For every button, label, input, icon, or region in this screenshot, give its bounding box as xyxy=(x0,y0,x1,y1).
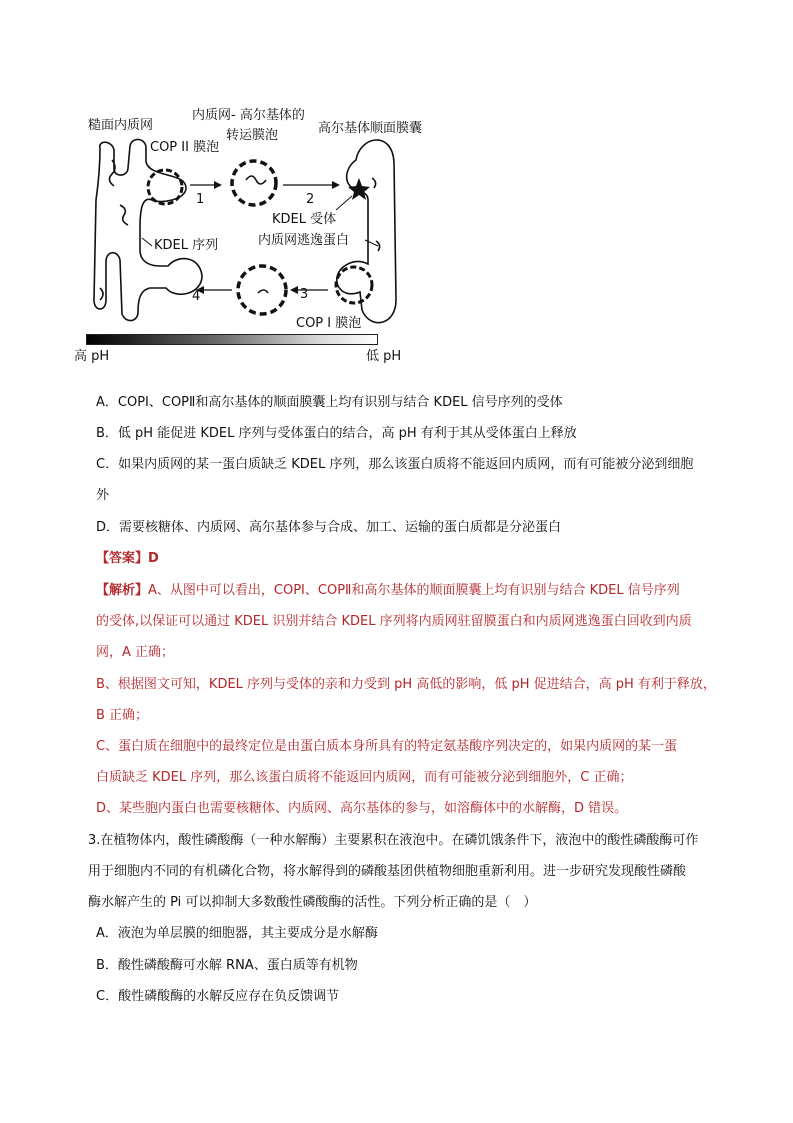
ph-gradient-bar xyxy=(86,334,378,345)
analysis-b-line2: B 正确； xyxy=(96,708,149,723)
diagram-graphic xyxy=(0,0,793,380)
label-copi: COP I 膜泡 xyxy=(296,316,362,331)
label-step3: 3 xyxy=(300,287,309,302)
transport-vesicle xyxy=(232,161,276,205)
analysis-a-line3: 网，A 正确； xyxy=(96,645,175,660)
q3-stem-line2: 用于细胞内不同的有机磷化合物，将水解得到的磷酸基团供植物细胞重新利用。进一步研究发现酸性磷酸 xyxy=(88,864,687,879)
q3-option-c: C．酸性磷酸酶的水解反应存在负反馈调节 xyxy=(96,989,340,1004)
analysis-tag: 【解析】 xyxy=(96,583,149,598)
analysis-b-line1: B、根据图文可知，KDEL 序列与受体的亲和力受到 pH 高低的影响，低 pH 促进结合，高 pH 有利于释放， xyxy=(96,677,716,692)
q2-option-c-line1: C．如果内质网的某一蛋白质缺乏 KDEL 序列，那么该蛋白质将不能返回内质网，而有可能被分泌到细胞 xyxy=(96,457,694,472)
q3-option-b: B．酸性磷酸酶可水解 RNA、蛋白质等有机物 xyxy=(96,958,358,973)
label-transport-vesicle-line2: 转运膜泡 xyxy=(226,128,279,143)
label-transport-vesicle-line1: 内质网- 高尔基体的 xyxy=(192,108,305,123)
label-step2: 2 xyxy=(306,192,315,207)
q2-option-b: B．低 pH 能促进 KDEL 序列与受体蛋白的结合，高 pH 有利于其从受体蛋白上释放 xyxy=(96,426,577,441)
analysis-c-line1: C、蛋白质在细胞中的最终定位是由蛋白质本身所具有的特定氨基酸序列决定的，如果内质网的某一蛋 xyxy=(96,739,678,754)
analysis-a-line1 xyxy=(96,581,680,601)
label-kdel-sequence: KDEL 序列 xyxy=(154,238,219,253)
rough-er-shape xyxy=(94,139,205,320)
golgi-shape xyxy=(337,140,396,323)
label-step1: 1 xyxy=(196,192,205,207)
label-copii: COP II 膜泡 xyxy=(150,140,220,155)
analysis-d: D、某些胞内蛋白也需要核糖体、内质网、高尔基体的参与，如溶酶体中的水解酶，D 错误。 xyxy=(96,801,628,816)
label-kdel-receptor: KDEL 受体 xyxy=(272,212,337,227)
q2-option-c-line2: 外 xyxy=(96,488,110,503)
label-rough-er: 糙面内质网 xyxy=(88,118,154,133)
label-escape-protein: 内质网逃逸蛋白 xyxy=(258,233,350,248)
answer-line: 【答案】D xyxy=(96,551,159,566)
label-step4: 4 xyxy=(192,289,201,304)
q2-option-d: D．需要核糖体、内质网、高尔基体参与合成、加工、运输的蛋白质都是分泌蛋白 xyxy=(96,520,562,535)
label-cis-golgi: 高尔基体顺面膜囊 xyxy=(318,121,423,136)
copi-vesicle-golgi xyxy=(336,267,372,303)
q2-option-a: A．COPⅠ、COPⅡ和高尔基体的顺面膜囊上均有识别与结合 KDEL 信号序列的受体 xyxy=(96,395,563,410)
analysis-c-line2: 白质缺乏 KDEL 序列，那么该蛋白质将不能返回内质网，而有可能被分泌到细胞外，C 正确； xyxy=(96,770,633,785)
analysis-a-text: A、从图中可以看出，COPⅠ、COPⅡ和高尔基体的顺面膜囊上均有识别与结合 KDEL 信号序列 xyxy=(148,583,680,598)
q3-option-a: A．液泡为单层膜的细胞器，其主要成分是水解酶 xyxy=(96,926,378,941)
label-low-ph: 低 pH xyxy=(366,349,402,364)
q3-stem-line1: 3.在植物体内，酸性磷酸酶（一种水解酶）主要累积在液泡中。在磷饥饿条件下，液泡中的酸性磷酸酶可作 xyxy=(88,833,699,848)
label-high-ph: 高 pH xyxy=(74,349,110,364)
q3-stem-line3: 酶水解产生的 Pi 可以抑制大多数酸性磷酸酶的活性。下列分析正确的是（ ） xyxy=(88,895,537,910)
analysis-a-line2: 的受体,以保证可以通过 KDEL 识别并结合 KDEL 序列将内质网驻留膜蛋白和内质网逃逸蛋白回收到内质 xyxy=(96,614,692,629)
